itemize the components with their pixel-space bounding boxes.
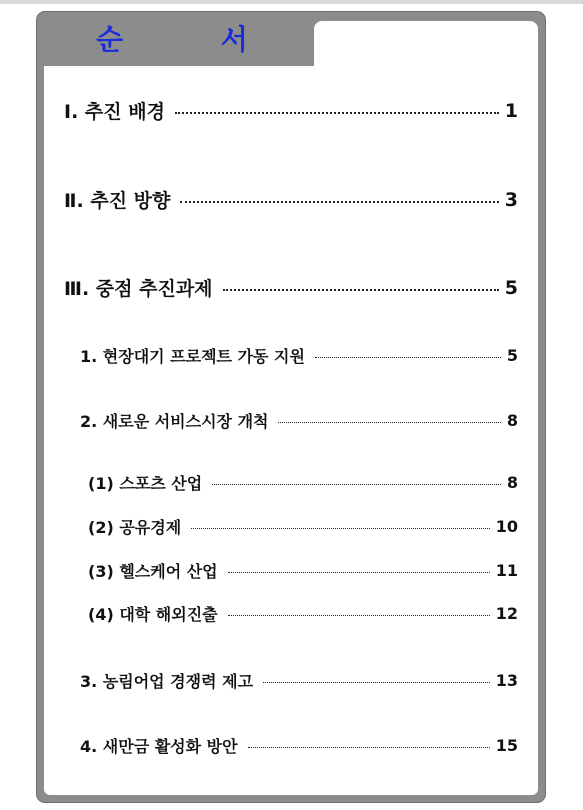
toc-entry-page: 15 <box>495 736 518 755</box>
toc-entry-page: 8 <box>506 411 518 430</box>
leader-dots <box>263 682 490 683</box>
panel-tab <box>314 21 538 71</box>
toc-entry-label: 1. 현장대기 프로젝트 가동 지원 <box>80 347 305 366</box>
leader-dots <box>278 422 500 423</box>
toc-entry-label: (4) 대학 해외진출 <box>88 605 218 624</box>
toc-entry-3-2[interactable] <box>80 409 518 432</box>
toc-entry-label: 3. 농림어업 경쟁력 제고 <box>80 672 254 691</box>
toc-entry-3-2-3[interactable] <box>88 559 518 582</box>
toc-entry-2[interactable] <box>64 186 518 213</box>
toc-entry-label: (3) 헬스케어 산업 <box>88 562 218 581</box>
toc-entry-page: 11 <box>495 561 518 580</box>
toc-entry-3-2-1[interactable] <box>88 471 518 494</box>
page-title: 순 서 <box>96 23 292 56</box>
leader-dots <box>223 289 499 291</box>
toc-entry-page: 8 <box>506 473 518 492</box>
leader-dots <box>191 528 490 529</box>
toc-entry-label: Ⅰ. 추진 배경 <box>64 101 165 123</box>
toc-entry-page: 13 <box>495 671 518 690</box>
toc-entry-page: 5 <box>504 276 518 299</box>
toc-entry-label: (2) 공유경제 <box>88 518 182 537</box>
leader-dots <box>180 201 498 203</box>
leader-dots <box>212 484 501 485</box>
toc-entry-page: 5 <box>506 346 518 365</box>
leader-dots <box>175 112 499 114</box>
toc-entry-3-3[interactable] <box>80 669 518 692</box>
top-divider <box>0 0 583 4</box>
leader-dots <box>248 747 490 748</box>
leader-dots <box>228 572 490 573</box>
toc-entry-label: 2. 새로운 서비스시장 개척 <box>80 412 269 431</box>
leader-dots <box>228 615 490 616</box>
toc-entry-3-2-2[interactable] <box>88 515 518 538</box>
toc-entry-label: Ⅱ. 추진 방향 <box>64 190 171 212</box>
toc-entry-1[interactable] <box>64 97 518 124</box>
toc-entry-label: 4. 새만금 활성화 방안 <box>80 737 238 756</box>
toc-entry-3-4[interactable] <box>80 734 518 757</box>
toc-entry-page: 3 <box>504 188 518 211</box>
toc-entry-label: (1) 스포츠 산업 <box>88 474 203 493</box>
toc-entry-page: 10 <box>495 517 518 536</box>
leader-dots <box>315 357 501 358</box>
toc-entry-page: 12 <box>495 604 518 623</box>
toc-entry-label: Ⅲ. 중점 추진과제 <box>64 278 213 300</box>
toc-entry-3[interactable] <box>64 274 518 301</box>
panel-corner <box>44 66 314 74</box>
toc-entry-3-2-4[interactable] <box>88 602 518 625</box>
toc-entry-3-1[interactable] <box>80 344 518 367</box>
toc-entry-page: 1 <box>504 99 518 122</box>
